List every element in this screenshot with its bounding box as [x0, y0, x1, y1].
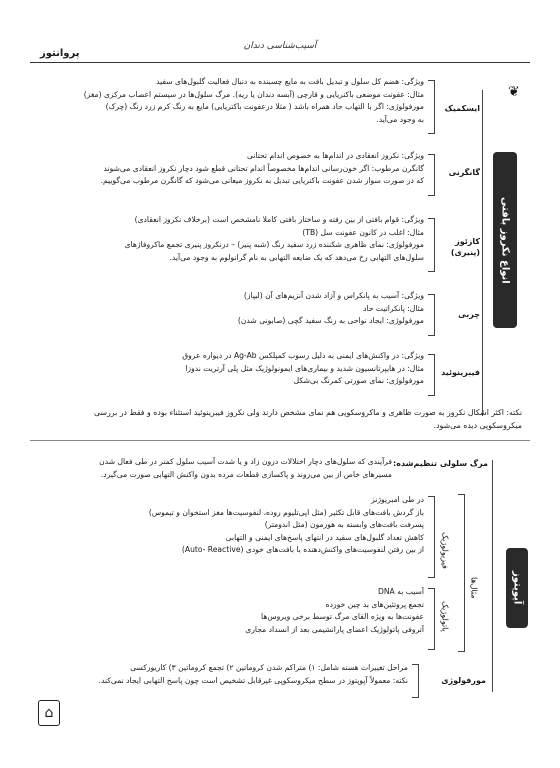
section-divider — [30, 440, 530, 441]
brand-logo: پروانتوز — [40, 48, 80, 59]
apoptosis-outer-bracket — [492, 460, 501, 692]
physiologic-line: در طی امبریوژنز — [371, 495, 424, 504]
fat-label: چربی — [458, 310, 480, 319]
physiologic-line: از بین رفتن لنفوسیت‌های واکنش‌دهنده با بافت‌های خودی (Auto- Reactive) — [181, 545, 424, 554]
gangrene-line: گانگرن مرطوب: اگر خون‌رسانی اندام‌ها مخصوصاً اندام تحتانی قطع شود دچار نکروز انعقادی می‌شوند — [103, 163, 424, 173]
fat-bracket — [428, 294, 435, 336]
programmed-death-label: مرگ سلولی تنظیم‌شده: — [393, 459, 488, 468]
necrosis-types-title — [493, 152, 517, 328]
note-fibrinoid-line: میکروسکوپی دیده می‌شود. — [433, 421, 522, 430]
book-icon: ⌂ — [38, 700, 60, 726]
necrosis-types-title-text: انواع نکروز بافتی — [499, 196, 511, 284]
section-flourish-icon: ❦ — [508, 84, 520, 100]
fibrinoid-line: مورفولوژی: نمای صورتی کمرنگ بی‌شکل — [293, 376, 424, 385]
physiologic-line: باز گردش بافت‌های قابل تکثیر (مثل اپی‌تلیوم روده، لنفوسیت‌ها مغز استخوان و تیموس) — [148, 507, 424, 517]
morphology-line: نکته: معمولاً آپوپتوز در سطح میکروسکوپی غیرقابل تشخیص است چون پاسخ التهابی ایجاد نمی‌کند. — [98, 675, 408, 685]
fibrinoid-label: فیبرینوئید — [441, 368, 480, 377]
programmed-death-line: فرآیندی که سلول‌های دچار اختلالات درون زاد و یا شدت آسیب سلول کمتر در طی فعال شدن — [99, 457, 392, 466]
programmed-death-block — [40, 456, 392, 481]
caseous-bracket — [428, 218, 435, 272]
note-fibrinoid-line: نکته: اکثر اشکال نکروز به صورت ظاهری و ماکروسکوپی هم نمای مشخص دارند ولی نکروز فیبرینوئید استثناء بوده و فقط در بررسی — [94, 408, 522, 417]
caseous-line: سلول‌های التهابی رخ می‌دهد که یک ضایعه التهابی به نام گرانولوم به وجود می‌آید. — [169, 252, 424, 262]
pathologic-line: تجمع پروتئین‌های بد چین خورده — [325, 599, 424, 609]
physiologic-line: کاهش تعداد گلبول‌های سفید در انتهای پاسخ‌های ایمنی و التهابی — [225, 532, 424, 542]
examples-label-wrap — [464, 560, 484, 616]
gangrene-line: ویژگی: نکروز انعقادی در اندام‌ها به خصوص اندام تحتانی — [246, 151, 424, 160]
fibrinoid-line: ویژگی: در واکنش‌های ایمنی به دلیل رسوب کمپلکس Ag-Ab در دیواره عروق — [182, 351, 424, 360]
morphology-bracket — [412, 664, 419, 698]
caseous-line: مثال: اغلب در کانون عفونت سل (TB) — [302, 227, 424, 237]
page-header-title: آسیب‌شناسی دندان — [243, 41, 317, 51]
apoptosis-title-text: آپوپتوز — [511, 571, 523, 605]
apoptosis-title — [506, 548, 528, 628]
morphology-label: مورفولوژی — [441, 676, 486, 685]
necrosis-outer-bracket — [482, 90, 491, 416]
programmed-death-line: مسیرهای خاص از بین می‌روند و پاکسازی قطعات مرده بدون واکنش التهابی صورت می‌گیرد. — [100, 469, 392, 479]
examples-bracket — [458, 494, 465, 652]
fibrinoid-block — [62, 350, 424, 388]
examples-label: مثال‌ها — [469, 577, 479, 599]
caseous-line: مورفولوژی: نمای ظاهری شکننده زرد سفید رنگ (شبه پنیر) – درنکروز پنیری تجمع ماکروفاژهای — [124, 240, 424, 249]
gangrene-bracket — [428, 154, 435, 196]
ischemic-line: مورفولوژی: اگر با التهاب حاد همراه باشد ( مثلا درعفونت باکتریایی) مایع به رنگ کرم زرد رنگ (چرک) — [105, 102, 424, 111]
ischemic-line: به وجود می‌آید. — [376, 114, 424, 124]
fat-line: مثال: پانکراتیت حاد — [363, 303, 424, 313]
caseous-label: کازئوز (پنیری) — [450, 237, 480, 257]
fat-line: مورفولوژی: ایجاد نواحی به رنگ سفید گچی (صابونی شدن) — [237, 316, 424, 325]
physiologic-block — [100, 494, 424, 557]
header-rule — [30, 62, 530, 63]
gangrene-label: گانگرنی — [448, 168, 480, 177]
fibrinoid-line: مثال: در هایپرتانسیون شدید و بیماری‌های ایمونولوژیک مثل پلی آرتریت ندوزا — [185, 363, 424, 373]
ischemic-line: ویژگی: هضم کل سلول و تبدیل بافت به مایع چسبنده به دنبال فعالیت گلبول‌های سفید — [156, 77, 424, 86]
ischemic-block — [62, 76, 424, 126]
pathologic-line: آسیب به DNA — [378, 587, 424, 596]
pathologic-bracket — [428, 588, 435, 650]
physiologic-label-wrap — [436, 530, 454, 570]
pathologic-label: پاتولوژیک — [440, 600, 450, 632]
physiologic-line: پسرفت بافت‌های وابسته به هورمون (مثل اندومتر) — [264, 520, 424, 529]
ischemic-line: مثال: عفونت موضعی باکتریایی و قارچی (آبسه دندان یا ریه). مرگ سلول‌ها در سیستم اعصاب مرکزی (مغز) — [83, 89, 424, 99]
physiologic-label: فیزیولوژیک — [440, 531, 450, 569]
pathologic-label-wrap — [436, 596, 454, 636]
physiologic-bracket — [428, 496, 435, 578]
caseous-line: ویژگی: قوام بافتی از بین رفته و ساختار بافتی کاملا نامشخص است (برخلاف نکروز انعقادی) — [134, 215, 424, 224]
note-fibrinoid — [34, 406, 522, 432]
ischemic-label: ایسکمیک — [444, 104, 480, 113]
morphology-block — [34, 662, 408, 687]
caseous-block — [62, 214, 424, 264]
pathologic-line: آتروفی پاتولوژیک اعضای پارانشیمی بعد از انسداد مجاری — [245, 624, 424, 634]
pathologic-line: عفونت‌ها به ویژه القای مرگ توسط برخی ویروس‌ها — [261, 612, 424, 621]
gangrene-block — [62, 150, 424, 188]
ischemic-bracket — [428, 80, 435, 134]
fibrinoid-bracket — [428, 354, 435, 396]
pathologic-block — [150, 586, 424, 636]
gangrene-line: که در صورت سوار شدن عفونت باکتریایی تبدیل به نکروز میعانی می‌شود که گانگرن مرطوب می‌گوییم. — [100, 176, 424, 185]
morphology-line: مراحل تغییرات هسته شامل: ۱) متراکم شدن کروماتین ۲) تجمع کروماتین ۳) کاریورکسی — [130, 663, 408, 672]
fat-line: ویژگی: آسیب به پانکراس و آزاد شدن آنزیم‌های آن (لیپاز) — [243, 291, 424, 300]
fat-block — [62, 290, 424, 328]
